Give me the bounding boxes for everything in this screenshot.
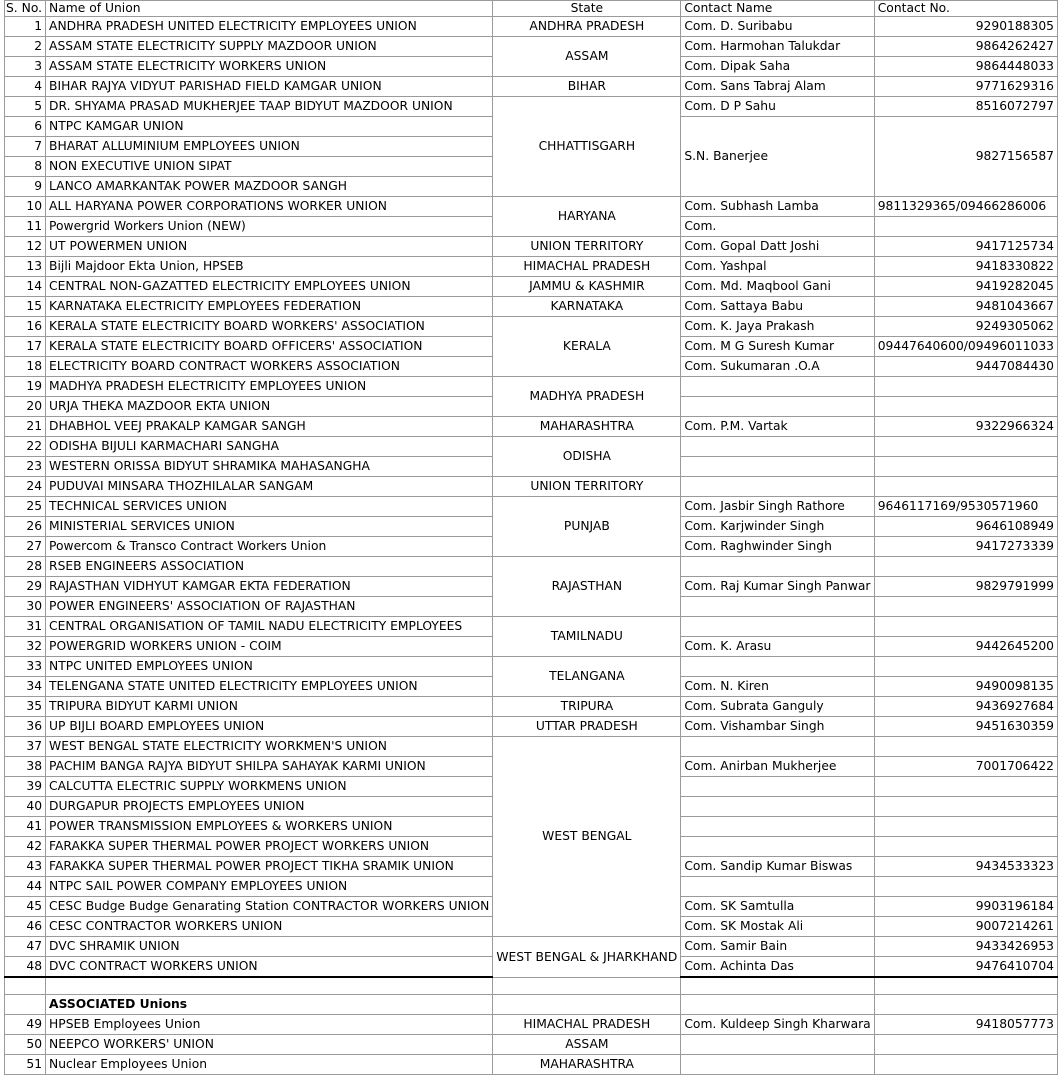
row-contact-name: Com.: [681, 217, 874, 237]
row-union-name: ALL HARYANA POWER CORPORATIONS WORKER UNION: [46, 197, 493, 217]
row-contact-no: [874, 597, 1057, 617]
row-contact-name: [681, 737, 874, 757]
row-sno: 14: [5, 277, 46, 297]
row-contact-no: [874, 397, 1057, 417]
table-row: [5, 697, 1058, 717]
row-sno: 50: [5, 1035, 46, 1055]
header-contact-no: Contact No.: [874, 1, 1057, 17]
row-union-name: NTPC KAMGAR UNION: [46, 117, 493, 137]
row-union-name: RAJASTHAN VIDHYUT KAMGAR EKTA FEDERATION: [46, 577, 493, 597]
row-sno: 20: [5, 397, 46, 417]
row-state: HIMACHAL PRADESH: [493, 257, 681, 277]
row-contact-name: Com. Md. Maqbool Gani: [681, 277, 874, 297]
row-sno: 12: [5, 237, 46, 257]
row-sno: 28: [5, 557, 46, 577]
row-union-name: DHABHOL VEEJ PRAKALP KAMGAR SANGH: [46, 417, 493, 437]
spacer-row: [5, 977, 1058, 995]
row-contact-name: Com. Raj Kumar Singh Panwar: [681, 577, 874, 597]
table-row: [5, 497, 1058, 517]
row-union-name: ODISHA BIJULI KARMACHARI SANGHA: [46, 437, 493, 457]
row-contact-name: Com. D P Sahu: [681, 97, 874, 117]
row-contact-name: [681, 457, 874, 477]
row-sno: 45: [5, 897, 46, 917]
row-state: PUNJAB: [493, 497, 681, 557]
row-sno: 15: [5, 297, 46, 317]
row-union-name: PUDUVAI MINSARA THOZHILALAR SANGAM: [46, 477, 493, 497]
row-contact-no: 9249305062: [874, 317, 1057, 337]
row-contact-name: Com. Karjwinder Singh: [681, 517, 874, 537]
row-contact-name: [681, 617, 874, 637]
row-union-name: MINISTERIAL SERVICES UNION: [46, 517, 493, 537]
row-state: HARYANA: [493, 197, 681, 237]
row-union-name: RSEB ENGINEERS ASSOCIATION: [46, 557, 493, 577]
row-state: MAHARASHTRA: [493, 1055, 681, 1075]
row-contact-name: Com. Subhash Lamba: [681, 197, 874, 217]
row-contact-no: [874, 477, 1057, 497]
row-contact-no: [874, 817, 1057, 837]
row-sno: 34: [5, 677, 46, 697]
row-sno: 47: [5, 937, 46, 957]
row-union-name: DVC SHRAMIK UNION: [46, 937, 493, 957]
row-contact-no: 09447640600/09496011033: [874, 337, 1057, 357]
row-contact-no: 9903196184: [874, 897, 1057, 917]
row-state: UNION TERRITORY: [493, 477, 681, 497]
row-sno: 38: [5, 757, 46, 777]
table-row: [5, 197, 1058, 217]
header-contact-name: Contact Name: [681, 1, 874, 17]
table-row: [5, 477, 1058, 497]
header-union-name: Name of Union: [46, 1, 493, 17]
table-row: [5, 277, 1058, 297]
row-contact-no: 9864262427: [874, 37, 1057, 57]
row-contact-no: 9418330822: [874, 257, 1057, 277]
row-contact-no: [874, 217, 1057, 237]
row-contact-no: 9829791999: [874, 577, 1057, 597]
row-sno: 37: [5, 737, 46, 757]
table-row: [5, 77, 1058, 97]
row-union-name: DVC CONTRACT WORKERS UNION: [46, 957, 493, 978]
table-row: [5, 937, 1058, 957]
row-union-name: DR. SHYAMA PRASAD MUKHERJEE TAAP BIDYUT MAZDOOR UNION: [46, 97, 493, 117]
row-contact-no: 9476410704: [874, 957, 1057, 978]
row-contact-name: Com. Sukumaran .O.A: [681, 357, 874, 377]
row-sno: 1: [5, 17, 46, 37]
associated-row: [5, 1055, 1058, 1075]
row-union-name: NEEPCO WORKERS' UNION: [46, 1035, 493, 1055]
associated-row: [5, 1035, 1058, 1055]
row-contact-name: [681, 597, 874, 617]
row-contact-name: Com. Achinta Das: [681, 957, 874, 978]
row-contact-name: Com. Dipak Saha: [681, 57, 874, 77]
table-row: [5, 657, 1058, 677]
row-sno: 23: [5, 457, 46, 477]
row-state: UNION TERRITORY: [493, 237, 681, 257]
row-contact-no: [874, 837, 1057, 857]
row-state: TELANGANA: [493, 657, 681, 697]
row-union-name: BHARAT ALLUMINIUM EMPLOYEES UNION: [46, 137, 493, 157]
table-row: [5, 297, 1058, 317]
row-contact-no: 9417273339: [874, 537, 1057, 557]
row-contact-name: Com. Sattaya Babu: [681, 297, 874, 317]
header-row: [5, 1, 1058, 17]
table-row: [5, 237, 1058, 257]
row-contact-name: Com. M G Suresh Kumar: [681, 337, 874, 357]
row-contact-no: [874, 737, 1057, 757]
row-sno: 41: [5, 817, 46, 837]
row-sno: 51: [5, 1055, 46, 1075]
row-contact-name: Com. K. Jaya Prakash: [681, 317, 874, 337]
row-union-name: Powergrid Workers Union (NEW): [46, 217, 493, 237]
row-contact-no: 9447084430: [874, 357, 1057, 377]
row-contact-no: [874, 617, 1057, 637]
row-union-name: HPSEB Employees Union: [46, 1015, 493, 1035]
header-state: State: [493, 1, 681, 17]
row-sno: 39: [5, 777, 46, 797]
row-union-name: FARAKKA SUPER THERMAL POWER PROJECT TIKHA SRAMIK UNION: [46, 857, 493, 877]
row-contact-name: [681, 1035, 874, 1055]
row-state: RAJASTHAN: [493, 557, 681, 617]
row-union-name: LANCO AMARKANTAK POWER MAZDOOR SANGH: [46, 177, 493, 197]
row-sno: 16: [5, 317, 46, 337]
row-union-name: WESTERN ORISSA BIDYUT SHRAMIKA MAHASANGHA: [46, 457, 493, 477]
row-state: WEST BENGAL & JHARKHAND: [493, 937, 681, 978]
row-sno: 3: [5, 57, 46, 77]
row-contact-no: [874, 1035, 1057, 1055]
row-union-name: KARNATAKA ELECTRICITY EMPLOYEES FEDERATION: [46, 297, 493, 317]
row-union-name: ELECTRICITY BOARD CONTRACT WORKERS ASSOCIATION: [46, 357, 493, 377]
row-contact-no: 9419282045: [874, 277, 1057, 297]
row-sno: 13: [5, 257, 46, 277]
row-contact-no: [874, 657, 1057, 677]
row-contact-name: [681, 557, 874, 577]
row-contact-no: 7001706422: [874, 757, 1057, 777]
row-contact-no: [874, 777, 1057, 797]
row-contact-no: [874, 557, 1057, 577]
row-sno: 4: [5, 77, 46, 97]
row-sno: 40: [5, 797, 46, 817]
row-contact-name: [681, 877, 874, 897]
table-row: [5, 717, 1058, 737]
row-state: HIMACHAL PRADESH: [493, 1015, 681, 1035]
row-union-name: POWERGRID WORKERS UNION - COIM: [46, 637, 493, 657]
row-contact-name: [681, 1055, 874, 1075]
row-sno: 31: [5, 617, 46, 637]
table-row: [5, 97, 1058, 117]
row-state: TRIPURA: [493, 697, 681, 717]
row-contact-name: S.N. Banerjee: [681, 117, 874, 197]
row-state: KERALA: [493, 317, 681, 377]
row-state: ANDHRA PRADESH: [493, 17, 681, 37]
row-contact-no: [874, 1055, 1057, 1075]
table-row: [5, 17, 1058, 37]
row-state: ASSAM: [493, 1035, 681, 1055]
row-union-name: BIHAR RAJYA VIDYUT PARISHAD FIELD KAMGAR UNION: [46, 77, 493, 97]
row-union-name: UP BIJLI BOARD EMPLOYEES UNION: [46, 717, 493, 737]
row-sno: 2: [5, 37, 46, 57]
row-sno: 7: [5, 137, 46, 157]
row-contact-name: Com. Jasbir Singh Rathore: [681, 497, 874, 517]
row-sno: 29: [5, 577, 46, 597]
row-contact-name: [681, 837, 874, 857]
row-sno: 36: [5, 717, 46, 737]
row-union-name: MADHYA PRADESH ELECTRICITY EMPLOYEES UNION: [46, 377, 493, 397]
row-state: BIHAR: [493, 77, 681, 97]
header-sno: S. No.: [5, 1, 46, 17]
row-contact-no: 9490098135: [874, 677, 1057, 697]
row-contact-name: [681, 657, 874, 677]
row-contact-no: 9771629316: [874, 77, 1057, 97]
row-union-name: CALCUTTA ELECTRIC SUPPLY WORKMENS UNION: [46, 777, 493, 797]
row-union-name: CENTRAL NON-GAZATTED ELECTRICITY EMPLOYEES UNION: [46, 277, 493, 297]
table-row: [5, 557, 1058, 577]
row-union-name: ASSAM STATE ELECTRICITY WORKERS UNION: [46, 57, 493, 77]
row-contact-name: Com. Vishambar Singh: [681, 717, 874, 737]
row-contact-name: Com. Sandip Kumar Biswas: [681, 857, 874, 877]
row-state: WEST BENGAL: [493, 737, 681, 937]
row-union-name: Powercom & Transco Contract Workers Union: [46, 537, 493, 557]
row-sno: 46: [5, 917, 46, 937]
row-contact-name: [681, 477, 874, 497]
row-sno: 17: [5, 337, 46, 357]
section-row: [5, 995, 1058, 1015]
row-union-name: KERALA STATE ELECTRICITY BOARD OFFICERS' ASSOCIATION: [46, 337, 493, 357]
row-sno: 9: [5, 177, 46, 197]
row-contact-name: [681, 397, 874, 417]
row-contact-no: 9481043667: [874, 297, 1057, 317]
row-union-name: CENTRAL ORGANISATION OF TAMIL NADU ELECTRICITY EMPLOYEES: [46, 617, 493, 637]
row-sno: 32: [5, 637, 46, 657]
row-sno: 49: [5, 1015, 46, 1035]
row-union-name: ANDHRA PRADESH UNITED ELECTRICITY EMPLOYEES UNION: [46, 17, 493, 37]
row-contact-no: [874, 797, 1057, 817]
table-row: [5, 437, 1058, 457]
row-contact-no: [874, 377, 1057, 397]
row-state: ODISHA: [493, 437, 681, 477]
row-contact-no: 9864448033: [874, 57, 1057, 77]
table-row: [5, 317, 1058, 337]
row-contact-no: 9418057773: [874, 1015, 1057, 1035]
table-row: [5, 617, 1058, 637]
row-sno: 22: [5, 437, 46, 457]
row-contact-no: 9434533323: [874, 857, 1057, 877]
row-sno: 33: [5, 657, 46, 677]
row-union-name: Nuclear Employees Union: [46, 1055, 493, 1075]
row-contact-name: Com. Yashpal: [681, 257, 874, 277]
row-contact-name: Com. SK Mostak Ali: [681, 917, 874, 937]
row-contact-name: [681, 797, 874, 817]
row-union-name: POWER ENGINEERS' ASSOCIATION OF RAJASTHAN: [46, 597, 493, 617]
row-union-name: TELENGANA STATE UNITED ELECTRICITY EMPLOYEES UNION: [46, 677, 493, 697]
row-state: MAHARASHTRA: [493, 417, 681, 437]
row-contact-name: Com. Anirban Mukherjee: [681, 757, 874, 777]
row-union-name: CESC CONTRACTOR WORKERS UNION: [46, 917, 493, 937]
row-union-name: UT POWERMEN UNION: [46, 237, 493, 257]
row-union-name: TECHNICAL SERVICES UNION: [46, 497, 493, 517]
row-contact-name: Com. P.M. Vartak: [681, 417, 874, 437]
unions-table: [4, 0, 1058, 1075]
row-contact-name: Com. Subrata Ganguly: [681, 697, 874, 717]
row-union-name: ASSAM STATE ELECTRICITY SUPPLY MAZDOOR UNION: [46, 37, 493, 57]
row-union-name: POWER TRANSMISSION EMPLOYEES & WORKERS UNION: [46, 817, 493, 837]
row-union-name: KERALA STATE ELECTRICITY BOARD WORKERS' ASSOCIATION: [46, 317, 493, 337]
row-contact-no: [874, 437, 1057, 457]
row-sno: 42: [5, 837, 46, 857]
row-contact-name: [681, 817, 874, 837]
row-union-name: TRIPURA BIDYUT KARMI UNION: [46, 697, 493, 717]
table-row: [5, 737, 1058, 757]
row-state: TAMILNADU: [493, 617, 681, 657]
section-title: ASSOCIATED Unions: [46, 995, 493, 1015]
row-sno: 24: [5, 477, 46, 497]
row-contact-no: 8516072797: [874, 97, 1057, 117]
row-union-name: FARAKKA SUPER THERMAL POWER PROJECT WORKERS UNION: [46, 837, 493, 857]
row-sno: 25: [5, 497, 46, 517]
row-contact-name: Com. Gopal Datt Joshi: [681, 237, 874, 257]
row-contact-no: 9290188305: [874, 17, 1057, 37]
row-sno: 8: [5, 157, 46, 177]
row-contact-name: Com. Samir Bain: [681, 937, 874, 957]
row-union-name: URJA THEKA MAZDOOR EKTA UNION: [46, 397, 493, 417]
row-union-name: Bijli Majdoor Ekta Union, HPSEB: [46, 257, 493, 277]
row-contact-no: 9436927684: [874, 697, 1057, 717]
row-contact-no: 9322966324: [874, 417, 1057, 437]
row-contact-name: Com. Raghwinder Singh: [681, 537, 874, 557]
row-contact-name: [681, 777, 874, 797]
row-contact-no: [874, 457, 1057, 477]
row-contact-no: 9007214261: [874, 917, 1057, 937]
row-sno: 10: [5, 197, 46, 217]
row-contact-name: Com. SK Samtulla: [681, 897, 874, 917]
row-contact-no: 9442645200: [874, 637, 1057, 657]
row-contact-no: 9646108949: [874, 517, 1057, 537]
row-sno: 44: [5, 877, 46, 897]
row-sno: 18: [5, 357, 46, 377]
row-sno: 21: [5, 417, 46, 437]
row-union-name: PACHIM BANGA RAJYA BIDYUT SHILPA SAHAYAK KARMI UNION: [46, 757, 493, 777]
row-state: MADHYA PRADESH: [493, 377, 681, 417]
row-contact-name: Com. N. Kiren: [681, 677, 874, 697]
table-row: [5, 257, 1058, 277]
associated-union-list: [5, 977, 1058, 1075]
row-contact-no: 9417125734: [874, 237, 1057, 257]
row-state: JAMMU & KASHMIR: [493, 277, 681, 297]
row-contact-no: [874, 877, 1057, 897]
row-sno: 48: [5, 957, 46, 978]
row-state: UTTAR PRADESH: [493, 717, 681, 737]
row-state: ASSAM: [493, 37, 681, 77]
row-contact-no: 9433426953: [874, 937, 1057, 957]
row-union-name: NON EXECUTIVE UNION SIPAT: [46, 157, 493, 177]
associated-row: [5, 1015, 1058, 1035]
row-union-name: DURGAPUR PROJECTS EMPLOYEES UNION: [46, 797, 493, 817]
row-union-name: WEST BENGAL STATE ELECTRICITY WORKMEN'S UNION: [46, 737, 493, 757]
row-union-name: NTPC SAIL POWER COMPANY EMPLOYEES UNION: [46, 877, 493, 897]
row-contact-no: 9827156587: [874, 117, 1057, 197]
row-state: CHHATTISGARH: [493, 97, 681, 197]
row-sno: 30: [5, 597, 46, 617]
row-sno: 27: [5, 537, 46, 557]
row-contact-name: Com. Harmohan Talukdar: [681, 37, 874, 57]
row-sno: 35: [5, 697, 46, 717]
row-sno: 5: [5, 97, 46, 117]
row-contact-name: Com. D. Suribabu: [681, 17, 874, 37]
row-sno: 26: [5, 517, 46, 537]
row-union-name: CESC Budge Budge Genarating Station CONTRACTOR WORKERS UNION: [46, 897, 493, 917]
row-sno: 19: [5, 377, 46, 397]
row-sno: 11: [5, 217, 46, 237]
row-union-name: NTPC UNITED EMPLOYEES UNION: [46, 657, 493, 677]
row-contact-name: Com. K. Arasu: [681, 637, 874, 657]
row-contact-no: 9646117169/9530571960: [874, 497, 1057, 517]
table-row: [5, 37, 1058, 57]
main-union-list: [5, 17, 1058, 978]
table-row: [5, 377, 1058, 397]
table-row: [5, 417, 1058, 437]
row-sno: 6: [5, 117, 46, 137]
row-contact-name: [681, 377, 874, 397]
row-contact-name: Com. Sans Tabraj Alam: [681, 77, 874, 97]
row-contact-name: [681, 437, 874, 457]
row-contact-no: 9451630359: [874, 717, 1057, 737]
row-contact-name: Com. Kuldeep Singh Kharwara: [681, 1015, 874, 1035]
row-sno: 43: [5, 857, 46, 877]
row-state: KARNATAKA: [493, 297, 681, 317]
row-contact-no: 9811329365/09466286006: [874, 197, 1057, 217]
